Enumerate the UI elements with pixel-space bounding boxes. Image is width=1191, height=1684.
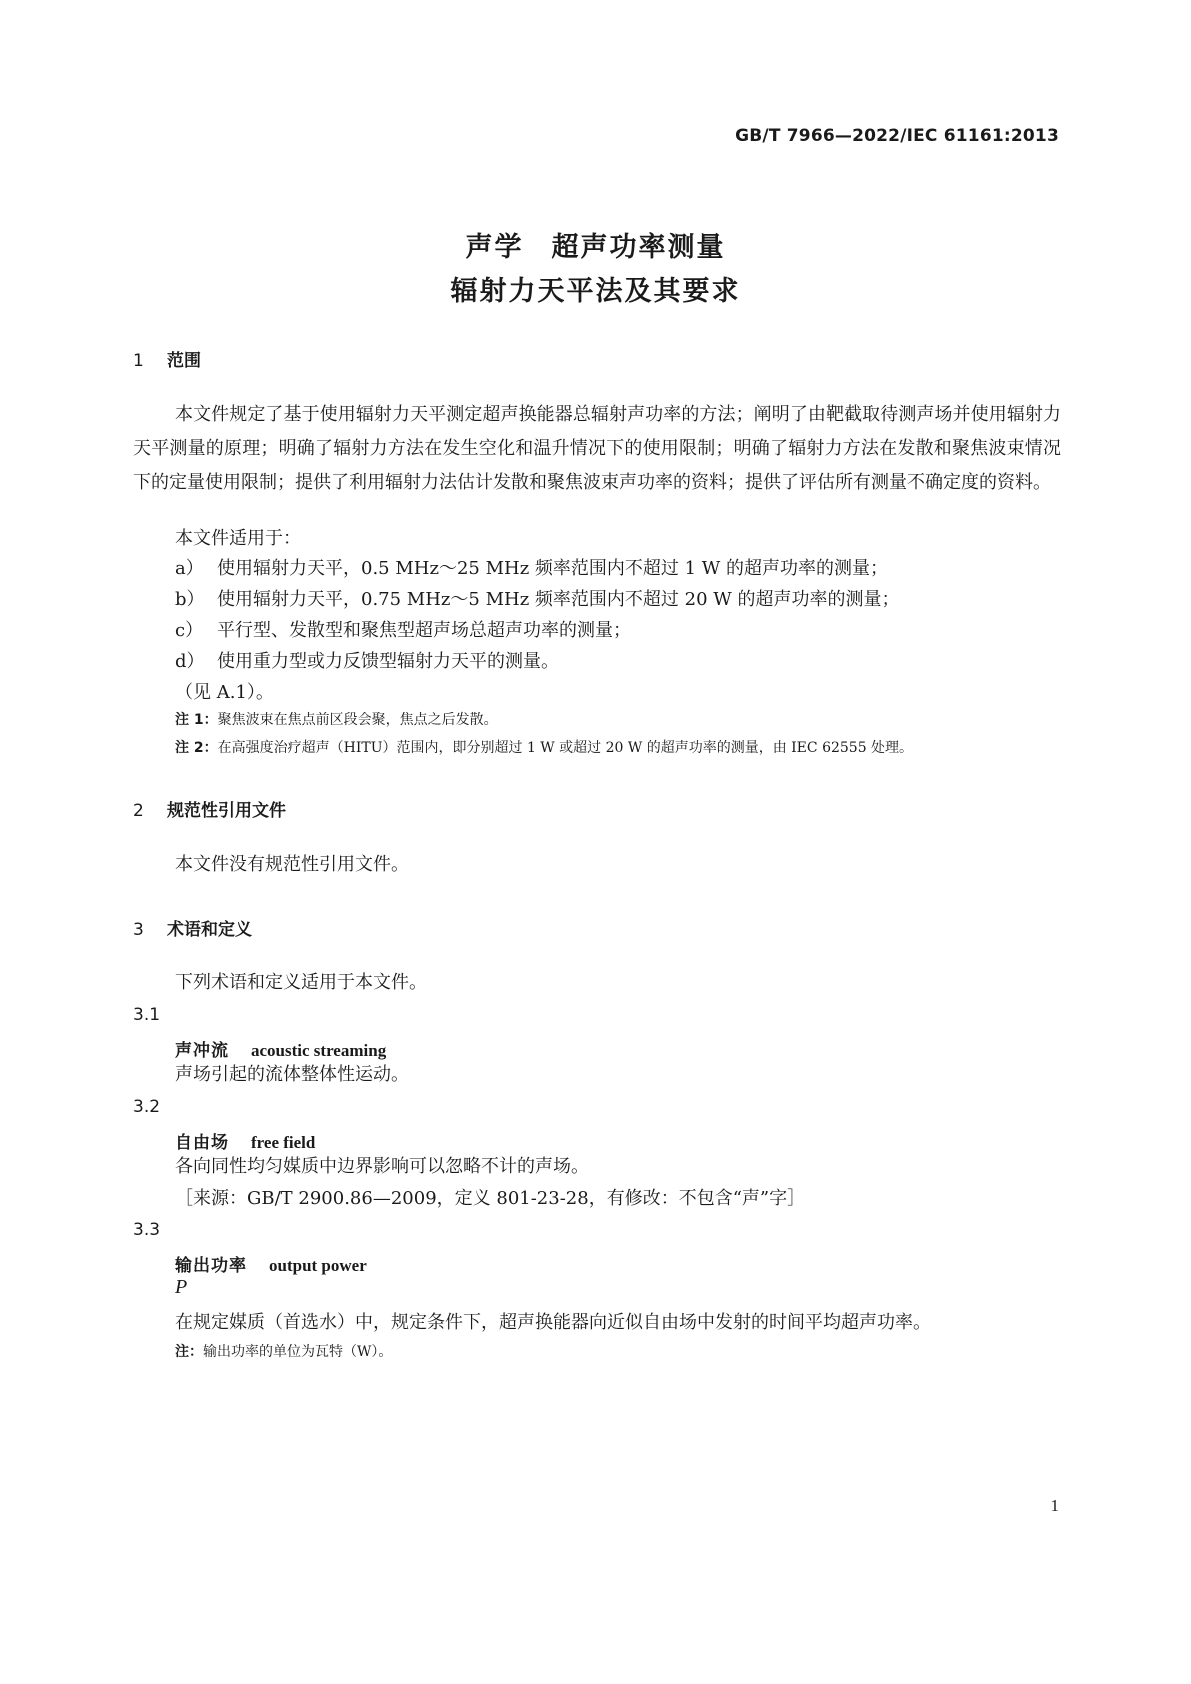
section-1-heading xyxy=(133,346,201,371)
title-line-1-part-1: 声学 xyxy=(465,232,524,263)
list-item-label: c） xyxy=(175,620,204,641)
title-line-1 xyxy=(0,226,1191,270)
term-3-3 xyxy=(175,1251,367,1276)
term-chinese: 声冲流 xyxy=(175,1041,229,1061)
list-item-label: d） xyxy=(175,651,205,672)
clause-number-3-3: 3.3 xyxy=(133,1220,161,1240)
note-label: 注： xyxy=(175,1344,203,1360)
list-item-text: 使用重力型或力反馈型辐射力天平的测量。 xyxy=(217,651,559,672)
list-item-d xyxy=(175,645,559,679)
title-line-2: 辐射力天平法及其要求 xyxy=(450,276,741,307)
section-3-intro: 下列术语和定义适用于本文件。 xyxy=(175,972,427,993)
title-line-1-part-2: 超声功率测量 xyxy=(551,232,726,263)
definition-3-3: 在规定媒质（首选水）中，规定条件下，超声换能器向近似自由场中发射的时间平均超声功率。 xyxy=(175,1312,931,1333)
note-3-3 xyxy=(175,1340,392,1364)
clause-number-3-2: 3.2 xyxy=(133,1097,161,1117)
list-item-a xyxy=(175,552,888,586)
section-number: 1 xyxy=(133,351,144,371)
list-item-text: 使用辐射力天平，0.75 MHz～5 MHz 频率范围内不超过 20 W 的超声功率的测量； xyxy=(217,589,900,610)
document-title xyxy=(0,226,1191,314)
clause-number-3-1: 3.1 xyxy=(133,1005,161,1025)
section-number: 3 xyxy=(133,920,144,940)
note-label: 注 2： xyxy=(175,740,218,756)
section-title: 范围 xyxy=(167,351,201,371)
source-3-2: ［来源：GB/T 2900.86—2009，定义 801-23-28，有修改：不包含“声”字］ xyxy=(175,1188,806,1209)
term-english: output power xyxy=(269,1256,367,1275)
section-2-heading xyxy=(133,796,286,821)
list-item-label: a） xyxy=(175,558,204,579)
section-title: 规范性引用文件 xyxy=(167,801,286,821)
term-english: acoustic streaming xyxy=(251,1041,387,1060)
section-title: 术语和定义 xyxy=(167,920,252,940)
note-text: 聚焦波束在焦点前区段会聚，焦点之后发散。 xyxy=(217,712,498,728)
note-2 xyxy=(175,736,913,760)
section-number: 2 xyxy=(133,801,144,821)
list-item-text: 使用辐射力天平，0.5 MHz～25 MHz 频率范围内不超过 1 W 的超声功率的测量； xyxy=(217,558,889,579)
list-item-text: 平行型、发散型和聚焦型超声场总超声功率的测量； xyxy=(217,620,631,641)
definition-3-1: 声场引起的流体整体性运动。 xyxy=(175,1064,409,1085)
list-item-b xyxy=(175,583,900,617)
term-english: free field xyxy=(251,1133,316,1152)
section-1-paragraph: 本文件规定了基于使用辐射力天平测定超声换能器总辐射声功率的方法；阐明了由靶截取待测声场并使用辐射力天平测量的原理；明确了辐射力方法在发生空化和温升情况下的使用限制；明确了辐射力方法在发散和聚焦波束情况下的定量使用限制；提供了利用辐射力法估计发散和聚焦波束声功率的资料；提供了评估所有测量不确定度的资料。 xyxy=(133,404,1061,493)
note-text: 在高强度治疗超声（HITU）范围内，即分别超过 1 W 或超过 20 W 的超声功率的测量，由 IEC 62555 处理。 xyxy=(217,740,914,756)
section-2-paragraph: 本文件没有规范性引用文件。 xyxy=(175,854,409,875)
symbol-3-3: P xyxy=(175,1276,188,1298)
standard-code: GB/T 7966—2022/IEC 61161:2013 xyxy=(735,126,1059,146)
term-chinese: 自由场 xyxy=(175,1133,229,1153)
note-label: 注 1： xyxy=(175,712,218,728)
see-also: （见 A.1）。 xyxy=(175,682,274,703)
note-1 xyxy=(175,708,498,732)
section-3-heading xyxy=(133,915,252,940)
definition-3-2: 各向同性均匀媒质中边界影响可以忽略不计的声场。 xyxy=(175,1156,589,1177)
page-number: 1 xyxy=(1050,1496,1059,1515)
note-text: 输出功率的单位为瓦特（W）。 xyxy=(203,1344,393,1360)
list-item-label: b） xyxy=(175,589,205,610)
list-item-c xyxy=(175,614,631,648)
term-chinese: 输出功率 xyxy=(175,1256,247,1276)
applies-intro: 本文件适用于： xyxy=(175,528,301,549)
